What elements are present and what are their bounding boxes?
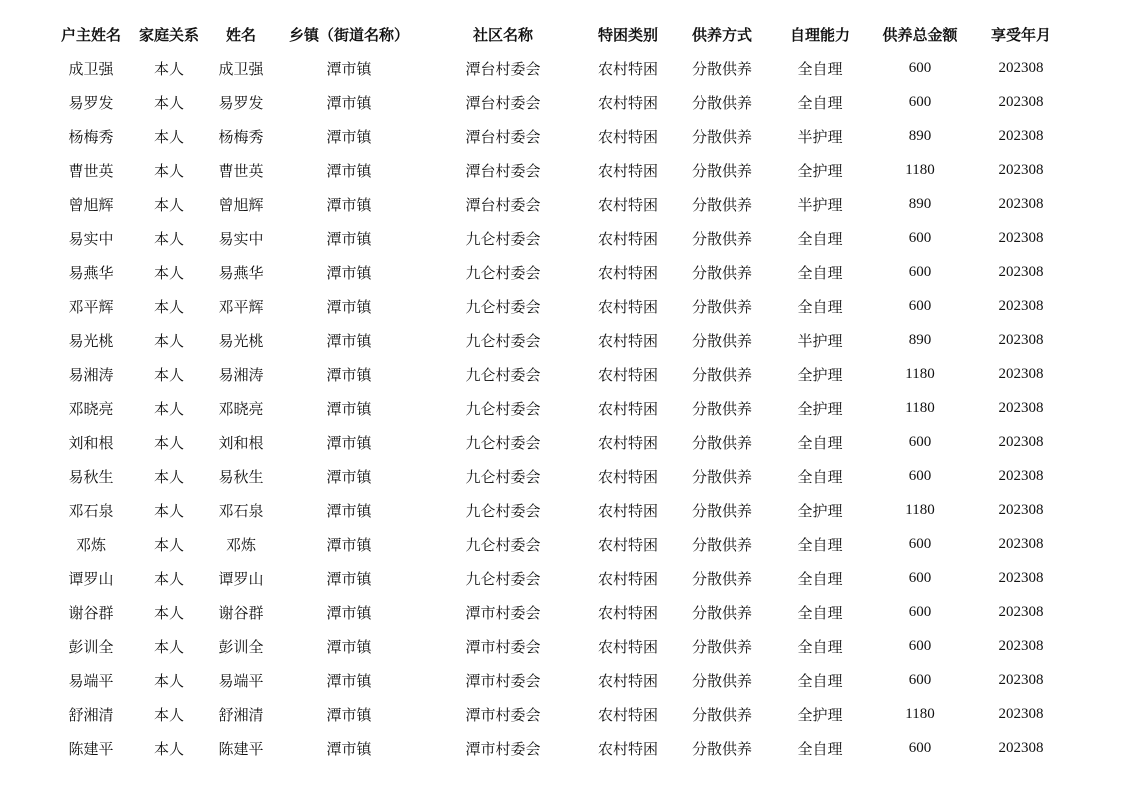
- self-care-cell: 半护理: [797, 195, 843, 214]
- self-care-cell: 全自理: [797, 229, 843, 248]
- name-cell: 邓石泉: [218, 501, 264, 520]
- category-cell: 农村特困: [597, 195, 658, 214]
- support-mode-cell: 分散供养: [691, 671, 752, 690]
- header-month: 享受年月: [990, 25, 1051, 44]
- support-mode-cell: 分散供养: [691, 195, 752, 214]
- name-cell: 曾旭辉: [218, 195, 264, 214]
- self-care-cell: 全护理: [797, 399, 843, 418]
- header-support-mode: 供养方式: [691, 25, 752, 44]
- header-row: [54, 17, 1074, 51]
- community-cell: 潭台村委会: [465, 161, 541, 180]
- township-cell: 潭市镇: [326, 229, 372, 248]
- household-head-cell: 成卫强: [68, 59, 114, 78]
- category-cell: 农村特困: [597, 331, 658, 350]
- support-mode-cell: 分散供养: [691, 127, 752, 146]
- township-cell: 潭市镇: [326, 263, 372, 282]
- community-cell: 潭台村委会: [465, 127, 541, 146]
- household-head-cell: 易实中: [68, 229, 114, 248]
- header-self-care: 自理能力: [789, 25, 850, 44]
- amount-cell: 890: [908, 127, 932, 144]
- table-row: [54, 85, 1074, 119]
- name-cell: 易实中: [218, 229, 264, 248]
- support-mode-cell: 分散供养: [691, 603, 752, 622]
- community-cell: 潭台村委会: [465, 93, 541, 112]
- community-cell: 九仑村委会: [465, 229, 541, 248]
- table-row: [54, 425, 1074, 459]
- table-row: [54, 153, 1074, 187]
- household-head-cell: 易光桃: [68, 331, 114, 350]
- relation-cell: 本人: [153, 637, 184, 656]
- relation-cell: 本人: [153, 501, 184, 520]
- relation-cell: 本人: [153, 297, 184, 316]
- township-cell: 潭市镇: [326, 331, 372, 350]
- support-mode-cell: 分散供养: [691, 705, 752, 724]
- amount-cell: 600: [908, 59, 932, 76]
- month-cell: 202308: [998, 569, 1044, 586]
- household-head-cell: 邓平辉: [68, 297, 114, 316]
- support-mode-cell: 分散供养: [691, 501, 752, 520]
- support-mode-cell: 分散供养: [691, 331, 752, 350]
- household-head-cell: 刘和根: [68, 433, 114, 452]
- community-cell: 九仑村委会: [465, 535, 541, 554]
- self-care-cell: 全护理: [797, 705, 843, 724]
- township-cell: 潭市镇: [326, 467, 372, 486]
- month-cell: 202308: [998, 195, 1044, 212]
- relation-cell: 本人: [153, 365, 184, 384]
- table-row: [54, 289, 1074, 323]
- self-care-cell: 全自理: [797, 263, 843, 282]
- household-head-cell: 彭训全: [68, 637, 114, 656]
- name-cell: 杨梅秀: [218, 127, 264, 146]
- township-cell: 潭市镇: [326, 705, 372, 724]
- township-cell: 潭市镇: [326, 399, 372, 418]
- township-cell: 潭市镇: [326, 297, 372, 316]
- category-cell: 农村特困: [597, 433, 658, 452]
- amount-cell: 600: [908, 93, 932, 110]
- table-row: [54, 595, 1074, 629]
- table-row: [54, 697, 1074, 731]
- amount-cell: 890: [908, 331, 932, 348]
- amount-cell: 1180: [905, 501, 935, 518]
- category-cell: 农村特困: [597, 297, 658, 316]
- community-cell: 九仑村委会: [465, 297, 541, 316]
- support-mode-cell: 分散供养: [691, 467, 752, 486]
- relation-cell: 本人: [153, 467, 184, 486]
- household-head-cell: 易秋生: [68, 467, 114, 486]
- table-row: [54, 119, 1074, 153]
- amount-cell: 600: [908, 603, 932, 620]
- community-cell: 九仑村委会: [465, 399, 541, 418]
- self-care-cell: 全自理: [797, 569, 843, 588]
- name-cell: 易秋生: [218, 467, 264, 486]
- relation-cell: 本人: [153, 671, 184, 690]
- name-cell: 曹世英: [218, 161, 264, 180]
- month-cell: 202308: [998, 739, 1044, 756]
- community-cell: 潭市村委会: [465, 637, 541, 656]
- household-head-cell: 杨梅秀: [68, 127, 114, 146]
- community-cell: 九仑村委会: [465, 569, 541, 588]
- self-care-cell: 全自理: [797, 433, 843, 452]
- month-cell: 202308: [998, 161, 1044, 178]
- amount-cell: 600: [908, 297, 932, 314]
- header-household-head: 户主姓名: [60, 25, 121, 44]
- township-cell: 潭市镇: [326, 671, 372, 690]
- support-roster-table: [54, 17, 1074, 765]
- amount-cell: 600: [908, 467, 932, 484]
- household-head-cell: 易罗发: [68, 93, 114, 112]
- self-care-cell: 全自理: [797, 739, 843, 758]
- table-row: [54, 187, 1074, 221]
- table-row: [54, 629, 1074, 663]
- relation-cell: 本人: [153, 399, 184, 418]
- category-cell: 农村特困: [597, 93, 658, 112]
- household-head-cell: 邓石泉: [68, 501, 114, 520]
- category-cell: 农村特困: [597, 127, 658, 146]
- amount-cell: 600: [908, 229, 932, 246]
- month-cell: 202308: [998, 127, 1044, 144]
- name-cell: 谢谷群: [218, 603, 264, 622]
- name-cell: 成卫强: [218, 59, 264, 78]
- community-cell: 九仑村委会: [465, 501, 541, 520]
- township-cell: 潭市镇: [326, 161, 372, 180]
- amount-cell: 600: [908, 671, 932, 688]
- community-cell: 潭市村委会: [465, 739, 541, 758]
- relation-cell: 本人: [153, 59, 184, 78]
- month-cell: 202308: [998, 535, 1044, 552]
- month-cell: 202308: [998, 59, 1044, 76]
- category-cell: 农村特困: [597, 739, 658, 758]
- community-cell: 九仑村委会: [465, 467, 541, 486]
- township-cell: 潭市镇: [326, 195, 372, 214]
- table-row: [54, 357, 1074, 391]
- amount-cell: 890: [908, 195, 932, 212]
- month-cell: 202308: [998, 637, 1044, 654]
- table-row: [54, 459, 1074, 493]
- support-mode-cell: 分散供养: [691, 569, 752, 588]
- name-cell: 易罗发: [218, 93, 264, 112]
- month-cell: 202308: [998, 705, 1044, 722]
- relation-cell: 本人: [153, 739, 184, 758]
- community-cell: 潭市村委会: [465, 705, 541, 724]
- self-care-cell: 全护理: [797, 365, 843, 384]
- month-cell: 202308: [998, 263, 1044, 280]
- month-cell: 202308: [998, 433, 1044, 450]
- month-cell: 202308: [998, 603, 1044, 620]
- category-cell: 农村特困: [597, 637, 658, 656]
- name-cell: 刘和根: [218, 433, 264, 452]
- support-mode-cell: 分散供养: [691, 59, 752, 78]
- header-relation: 家庭关系: [138, 25, 199, 44]
- household-head-cell: 谢谷群: [68, 603, 114, 622]
- name-cell: 陈建平: [218, 739, 264, 758]
- self-care-cell: 全自理: [797, 93, 843, 112]
- support-mode-cell: 分散供养: [691, 161, 752, 180]
- name-cell: 谭罗山: [218, 569, 264, 588]
- self-care-cell: 全护理: [797, 501, 843, 520]
- township-cell: 潭市镇: [326, 569, 372, 588]
- self-care-cell: 全自理: [797, 603, 843, 622]
- support-mode-cell: 分散供养: [691, 263, 752, 282]
- table-row: [54, 323, 1074, 357]
- table-body: [54, 51, 1074, 765]
- amount-cell: 600: [908, 739, 932, 756]
- category-cell: 农村特困: [597, 365, 658, 384]
- township-cell: 潭市镇: [326, 637, 372, 656]
- household-head-cell: 易燕华: [68, 263, 114, 282]
- household-head-cell: 邓晓亮: [68, 399, 114, 418]
- table-row: [54, 255, 1074, 289]
- table-row: [54, 527, 1074, 561]
- category-cell: 农村特困: [597, 229, 658, 248]
- self-care-cell: 全自理: [797, 59, 843, 78]
- community-cell: 九仑村委会: [465, 263, 541, 282]
- table-row: [54, 493, 1074, 527]
- household-head-cell: 陈建平: [68, 739, 114, 758]
- township-cell: 潭市镇: [326, 59, 372, 78]
- amount-cell: 1180: [905, 399, 935, 416]
- month-cell: 202308: [998, 501, 1044, 518]
- amount-cell: 1180: [905, 161, 935, 178]
- table-row: [54, 561, 1074, 595]
- township-cell: 潭市镇: [326, 501, 372, 520]
- category-cell: 农村特困: [597, 569, 658, 588]
- amount-cell: 600: [908, 263, 932, 280]
- township-cell: 潭市镇: [326, 365, 372, 384]
- community-cell: 九仑村委会: [465, 433, 541, 452]
- table-row: [54, 221, 1074, 255]
- self-care-cell: 半护理: [797, 331, 843, 350]
- household-head-cell: 易湘涛: [68, 365, 114, 384]
- relation-cell: 本人: [153, 705, 184, 724]
- relation-cell: 本人: [153, 433, 184, 452]
- township-cell: 潭市镇: [326, 739, 372, 758]
- name-cell: 易湘涛: [218, 365, 264, 384]
- support-mode-cell: 分散供养: [691, 229, 752, 248]
- category-cell: 农村特困: [597, 59, 658, 78]
- household-head-cell: 曾旭辉: [68, 195, 114, 214]
- month-cell: 202308: [998, 365, 1044, 382]
- household-head-cell: 曹世英: [68, 161, 114, 180]
- support-mode-cell: 分散供养: [691, 535, 752, 554]
- table-row: [54, 731, 1074, 765]
- name-cell: 邓晓亮: [218, 399, 264, 418]
- support-mode-cell: 分散供养: [691, 365, 752, 384]
- relation-cell: 本人: [153, 127, 184, 146]
- header-amount: 供养总金额: [882, 25, 958, 44]
- month-cell: 202308: [998, 297, 1044, 314]
- support-mode-cell: 分散供养: [691, 93, 752, 112]
- name-cell: 易光桃: [218, 331, 264, 350]
- relation-cell: 本人: [153, 263, 184, 282]
- name-cell: 易端平: [218, 671, 264, 690]
- household-head-cell: 易端平: [68, 671, 114, 690]
- category-cell: 农村特困: [597, 161, 658, 180]
- relation-cell: 本人: [153, 195, 184, 214]
- name-cell: 邓平辉: [218, 297, 264, 316]
- support-mode-cell: 分散供养: [691, 739, 752, 758]
- township-cell: 潭市镇: [326, 535, 372, 554]
- name-cell: 彭训全: [218, 637, 264, 656]
- amount-cell: 1180: [905, 365, 935, 382]
- self-care-cell: 全自理: [797, 637, 843, 656]
- self-care-cell: 全自理: [797, 297, 843, 316]
- category-cell: 农村特困: [597, 603, 658, 622]
- household-head-cell: 谭罗山: [68, 569, 114, 588]
- self-care-cell: 全护理: [797, 161, 843, 180]
- self-care-cell: 半护理: [797, 127, 843, 146]
- household-head-cell: 邓炼: [75, 535, 106, 554]
- header-community: 社区名称: [472, 25, 533, 44]
- community-cell: 潭市村委会: [465, 671, 541, 690]
- community-cell: 潭台村委会: [465, 59, 541, 78]
- name-cell: 邓炼: [225, 535, 256, 554]
- self-care-cell: 全自理: [797, 671, 843, 690]
- category-cell: 农村特困: [597, 705, 658, 724]
- name-cell: 舒湘清: [218, 705, 264, 724]
- month-cell: 202308: [998, 399, 1044, 416]
- month-cell: 202308: [998, 229, 1044, 246]
- table-row: [54, 663, 1074, 697]
- category-cell: 农村特困: [597, 535, 658, 554]
- name-cell: 易燕华: [218, 263, 264, 282]
- township-cell: 潭市镇: [326, 93, 372, 112]
- month-cell: 202308: [998, 331, 1044, 348]
- relation-cell: 本人: [153, 331, 184, 350]
- relation-cell: 本人: [153, 535, 184, 554]
- relation-cell: 本人: [153, 161, 184, 180]
- amount-cell: 600: [908, 535, 932, 552]
- category-cell: 农村特困: [597, 501, 658, 520]
- header-category: 特困类别: [597, 25, 658, 44]
- community-cell: 九仑村委会: [465, 365, 541, 384]
- support-mode-cell: 分散供养: [691, 433, 752, 452]
- month-cell: 202308: [998, 93, 1044, 110]
- community-cell: 九仑村委会: [465, 331, 541, 350]
- support-mode-cell: 分散供养: [691, 637, 752, 656]
- amount-cell: 600: [908, 637, 932, 654]
- township-cell: 潭市镇: [326, 127, 372, 146]
- category-cell: 农村特困: [597, 263, 658, 282]
- category-cell: 农村特困: [597, 467, 658, 486]
- relation-cell: 本人: [153, 569, 184, 588]
- township-cell: 潭市镇: [326, 603, 372, 622]
- relation-cell: 本人: [153, 229, 184, 248]
- header-name: 姓名: [225, 25, 256, 44]
- category-cell: 农村特困: [597, 399, 658, 418]
- support-mode-cell: 分散供养: [691, 297, 752, 316]
- table-row: [54, 51, 1074, 85]
- household-head-cell: 舒湘清: [68, 705, 114, 724]
- community-cell: 潭台村委会: [465, 195, 541, 214]
- amount-cell: 600: [908, 569, 932, 586]
- community-cell: 潭市村委会: [465, 603, 541, 622]
- amount-cell: 1180: [905, 705, 935, 722]
- month-cell: 202308: [998, 671, 1044, 688]
- category-cell: 农村特困: [597, 671, 658, 690]
- support-mode-cell: 分散供养: [691, 399, 752, 418]
- township-cell: 潭市镇: [326, 433, 372, 452]
- relation-cell: 本人: [153, 603, 184, 622]
- amount-cell: 600: [908, 433, 932, 450]
- self-care-cell: 全自理: [797, 535, 843, 554]
- self-care-cell: 全自理: [797, 467, 843, 486]
- table-row: [54, 391, 1074, 425]
- month-cell: 202308: [998, 467, 1044, 484]
- relation-cell: 本人: [153, 93, 184, 112]
- header-township: 乡镇（街道名称）: [288, 25, 409, 44]
